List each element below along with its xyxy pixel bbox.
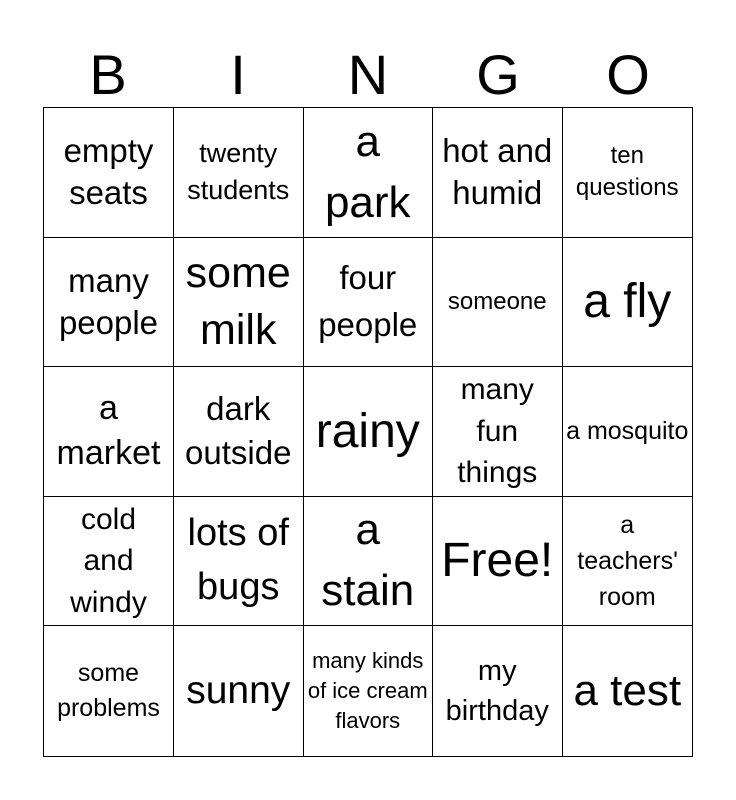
cell-label: a market: [56, 388, 161, 473]
cell-label: rainy: [315, 404, 420, 458]
cell-label: cold and windy: [70, 503, 147, 619]
bingo-cell[interactable]: [304, 626, 434, 756]
bingo-cell[interactable]: [174, 497, 304, 627]
bingo-header: [43, 42, 693, 108]
header-letter-g: G: [476, 43, 520, 106]
cell-label: my birthday: [445, 654, 549, 728]
cell-label: some milk: [185, 249, 291, 354]
cell-label: a stain: [321, 505, 415, 616]
bingo-cell[interactable]: [174, 238, 304, 368]
bingo-cell[interactable]: [174, 367, 304, 497]
bingo-cell[interactable]: [433, 626, 563, 756]
bingo-cell[interactable]: [433, 238, 563, 368]
bingo-cell[interactable]: [44, 626, 174, 756]
cell-label: four people: [318, 259, 418, 343]
cell-label: a park: [324, 116, 411, 228]
cell-label: someone: [447, 287, 547, 315]
bingo-cell[interactable]: [44, 497, 174, 627]
header-letter-o: O: [606, 43, 650, 106]
cell-label: dark outside: [185, 389, 292, 472]
cell-label: twenty students: [187, 138, 290, 206]
header-letter-i: I: [230, 43, 246, 106]
cell-label: a mosquito: [566, 417, 689, 446]
cell-label: many people: [58, 261, 159, 341]
bingo-cell[interactable]: [433, 497, 563, 627]
cell-label: empty seats: [63, 132, 154, 212]
cell-label: Free!: [441, 534, 554, 588]
cell-label: some problems: [57, 659, 160, 723]
bingo-cell[interactable]: [304, 367, 434, 497]
bingo-cell[interactable]: [563, 238, 693, 368]
cell-label: many kinds of ice cream flavors: [307, 648, 428, 734]
cell-label: lots of bugs: [187, 512, 289, 609]
cell-label: sunny: [186, 668, 291, 712]
bingo-cell[interactable]: [304, 108, 434, 238]
bingo-cell[interactable]: [304, 238, 434, 368]
bingo-cell[interactable]: [563, 367, 693, 497]
cell-label: a teachers' room: [577, 510, 678, 612]
bingo-cell[interactable]: [563, 108, 693, 238]
bingo-cell[interactable]: [44, 238, 174, 368]
bingo-cell[interactable]: [563, 626, 693, 756]
bingo-cell[interactable]: [174, 108, 304, 238]
cell-label: many fun things: [457, 373, 538, 490]
bingo-cell[interactable]: [563, 497, 693, 627]
bingo-cell[interactable]: [433, 108, 563, 238]
cell-label: ten questions: [575, 141, 679, 202]
header-letter-n: N: [347, 43, 389, 106]
bingo-grid: [43, 107, 693, 757]
bingo-cell[interactable]: [433, 367, 563, 497]
cell-label: hot and humid: [442, 132, 553, 212]
bingo-cell[interactable]: [304, 497, 434, 627]
cell-label: a fly: [583, 275, 672, 329]
cell-label: a test: [573, 665, 682, 715]
bingo-cell[interactable]: [44, 367, 174, 497]
bingo-cell[interactable]: [174, 626, 304, 756]
bingo-cell[interactable]: [44, 108, 174, 238]
header-letter-b: B: [89, 43, 127, 106]
